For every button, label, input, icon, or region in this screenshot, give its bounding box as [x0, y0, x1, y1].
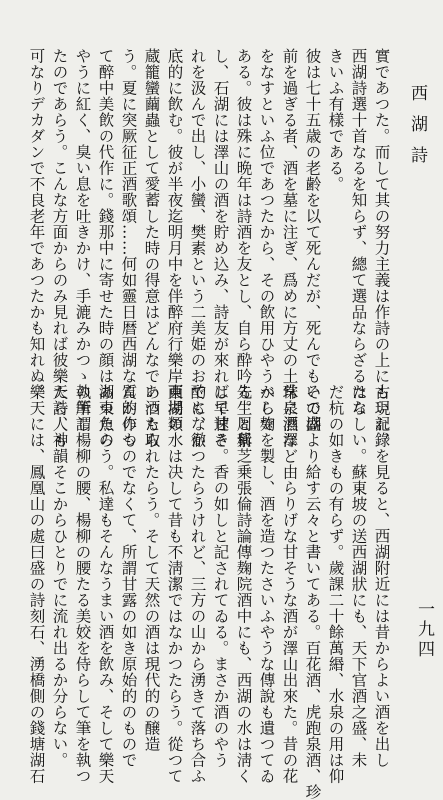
- text-column: 蔵籠蠻繭蟲として愛蓄した時の得意はどんなであつたら: [142, 48, 161, 448]
- text-column: たのであらう。こんな方面からのみ見れば彼樂天詩人も: [50, 48, 69, 448]
- text-column: 西湖詩選十首なるを知らず、總て選品ならざるはな: [349, 48, 368, 416]
- text-column: の所謂楊柳の腰、楊柳の腰たる美姣を侍らして筆を執つ: [73, 384, 92, 784]
- text-column: きいふ有樣である。: [326, 48, 345, 192]
- text-column: 古い記錄を見ると、西湖附近には昔からよい酒を出し: [372, 384, 391, 768]
- text-column: 西湖の水は决して昔も不淸潔ではなかつたらう。從つて: [165, 384, 184, 784]
- text-column: 可なりデカダンで不良老年であつたかも知れぬ。: [27, 48, 46, 400]
- text-column: て醉中美飲の代作に。錢那中に寄せた時の顔は湖東魚の: [96, 48, 115, 448]
- text-column: 前を過ぎる者、酒を墓に注ぎ、爲めに方丈の土常に濕澤: [280, 48, 299, 448]
- text-column: 彼は七十五歳の老齢を以て死んだが、死んでもその盛: [303, 48, 322, 432]
- text-column: 珠泉酒など由らりげな甘そうな酒が澤山出來た。昔の花: [280, 384, 299, 784]
- text-column: して甘さ。香の如しと記されてゐる。まさか酒のやう: [211, 384, 230, 768]
- text-column: やうに紅く、臭い息を吐きかけ、手漉みかつゝ執筆し: [73, 48, 92, 432]
- text-column: たらしい。蘇東坡の送西湖狀にも、天下官酒之盛、未: [349, 384, 368, 768]
- page-number: 一九四: [414, 600, 434, 660]
- text-column: から麹を製し、酒を造つたさいふやうな傳說も遺つてゐ: [257, 384, 276, 784]
- text-column: れを汲んで出し、小蠻、樊素という二美姫のお酌に、徹: [188, 48, 207, 448]
- text-column: たら、神韻そこからひとりでに流れ出るか分らない。: [50, 384, 69, 768]
- running-head: 西湖詩: [407, 84, 427, 177]
- text-column: い酒も取れたらう。そして天然の酒は現代的の醸造: [142, 384, 161, 752]
- text-column: だ杭の如きもの有らず。歲課二十餘萬緡、水泉の用は仰: [326, 384, 345, 784]
- text-column: 底的に飲む。彼が半夜迄明月中を伴醉府行樂岸東場類: [165, 48, 184, 432]
- text-column: をなすといふ位であつたから、その飲用ひやうべしで: [257, 48, 276, 432]
- text-column: 樂天には、鳳凰山の處曰盛の詩刻石、湧橋側の錢塘湖石: [27, 384, 46, 784]
- text-column: あつたらう。私達もそんなうまい酒を飲み、そして樂天: [96, 384, 115, 784]
- text-column: 實であつた。而して其の努力主義は作詩の上にも現れ、: [372, 48, 391, 448]
- text-column: る。周紫芝乗張倫詩論傳麹院酒中にも、西湖の水は淸く: [234, 384, 253, 784]
- text-column: 質的のものでなくて、所謂甘露の如き原始的のもので: [119, 384, 138, 768]
- text-column: う。夏に突厥征正酒歌頌……何如靈日暦西湖なんか作つ: [119, 48, 138, 448]
- text-column: ある。彼は殊に晩年は詩酒を友とし、自ら酔吟先生と稱: [234, 48, 253, 448]
- text-column: でもなかつたらうけれど、三方の山から湧きて落ち合ふ: [188, 384, 207, 784]
- text-column: いで湖より給す云々と書いてある。百花酒、虎跑泉酒、珍: [303, 384, 322, 800]
- text-column: し、石湖には澤山の酒を貯め込み、詩友が來れば早速そ: [211, 48, 230, 448]
